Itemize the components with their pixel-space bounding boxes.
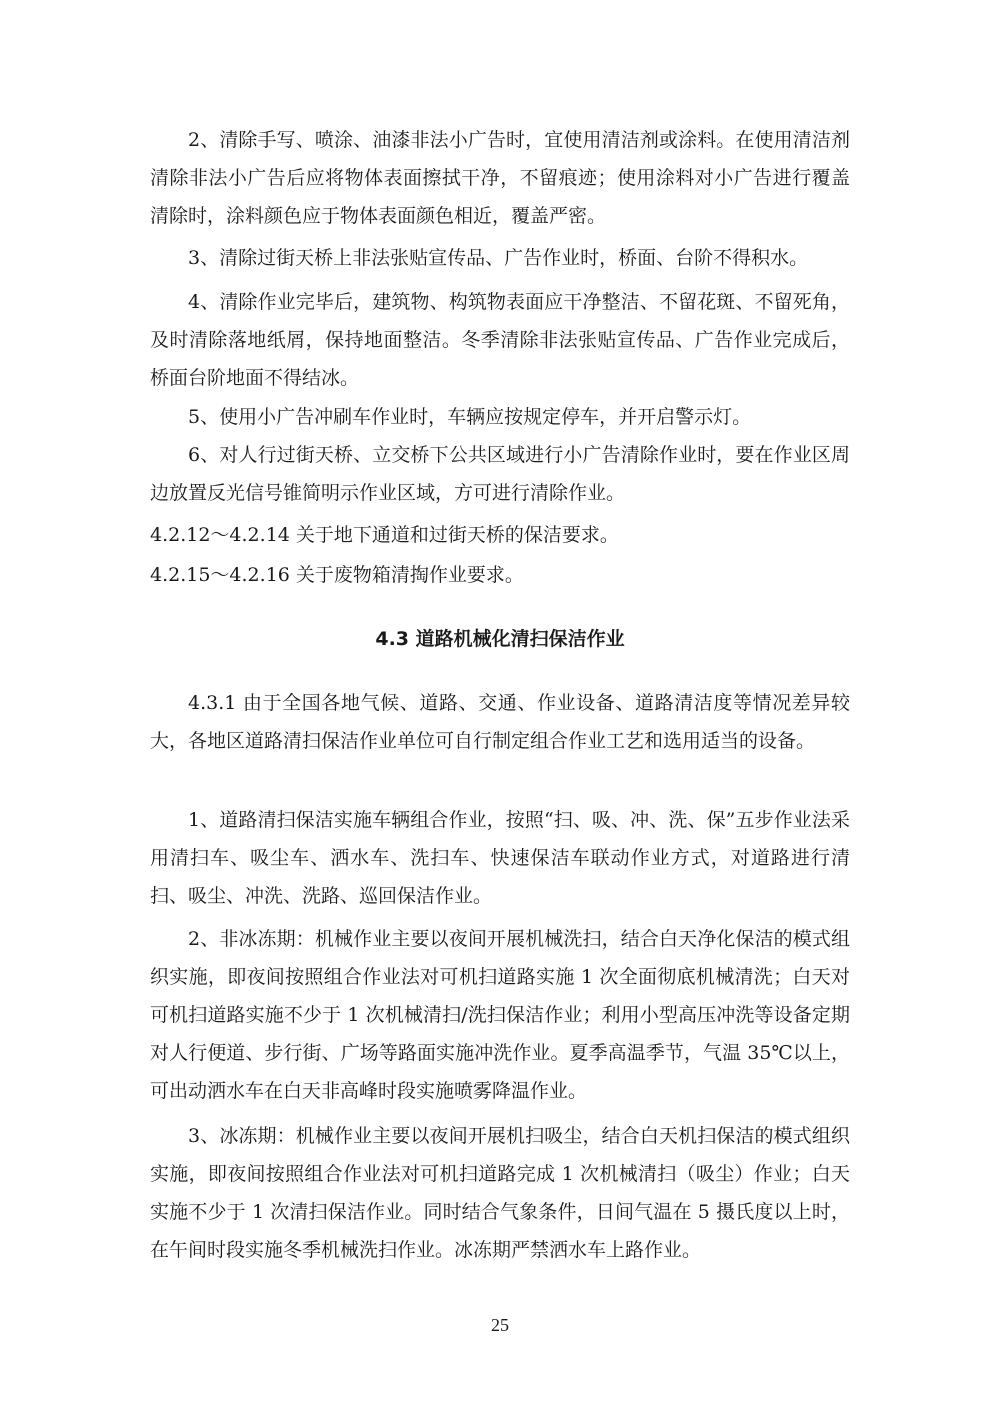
paragraph-item-4: 4、清除作业完毕后，建筑物、构筑物表面应干净整洁、不留花斑、不留死角，及时清除落地纸屑，保持地面整洁。冬季清除非法张贴宣传品、广告作业完成后，桥面台阶地面不得结冰。 (150, 291, 850, 389)
paragraph-item-3: 3、清除过街天桥上非法张贴宣传品、广告作业时，桥面、台阶不得积水。 (188, 247, 809, 269)
paragraph-item-5: 5、使用小广告冲刷车作业时，车辆应按规定停车，并开启警示灯。 (188, 406, 752, 428)
page-number: 25 (491, 1315, 509, 1335)
section-item-2: 2、非冰冻期：机械作业主要以夜间开展机械洗扫，结合白天净化保洁的模式组织实施，即夜间按照组合作业法对可机扫道路实施 1 次全面彻底机械清洗；白天对可机扫道路实施不少于 1 次机械清扫/洗扫保洁作业；利用小型高压冲洗等设备定期对人行便道、步行街、广场等路面实施冲洗作业。夏季高温季节，气温 35℃以上，可出动洒水车在白天非高峰时段实施喷雾降温作业。 (150, 928, 850, 1102)
paragraph-item-6: 6、对人行过街天桥、立交桥下公共区域进行小广告清除作业时，要在作业区周边放置反光信号锥简明示作业区域，方可进行清除作业。 (150, 444, 850, 504)
clause-4-2-15: 4.2.15～4.2.16 关于废物箱清掏作业要求。 (150, 564, 524, 586)
paragraph-item-2: 2、清除手写、喷涂、油漆非法小广告时，宜使用清洁剂或涂料。在使用清洁剂清除非法小广告后应将物体表面擦拭干净，不留痕迹；使用涂料对小广告进行覆盖清除时，涂料颜色应于物体表面颜色相近，覆盖严密。 (150, 129, 850, 227)
clause-4-2-12: 4.2.12～4.2.14 关于地下通道和过街天桥的保洁要求。 (150, 524, 619, 546)
clause-4-3-1: 4.3.1 由于全国各地气候、道路、交通、作业设备、道路清洁度等情况差异较大，各地区道路清扫保洁作业单位可自行制定组合作业工艺和选用适当的设备。 (150, 692, 850, 752)
section-item-3: 3、冰冻期：机械作业主要以夜间开展机扫吸尘，结合白天机扫保洁的模式组织实施，即夜间按照组合作业法对可机扫道路完成 1 次机械清扫（吸尘）作业；白天实施不少于 1 次清扫保洁作业。同时结合气象条件，日间气温在 5 摄氏度以上时，在午间时段实施冬季机械洗扫作业。冰冻期严禁洒水车上路作业。 (150, 1125, 850, 1261)
section-heading: 4.3 道路机械化清扫保洁作业 (375, 628, 625, 650)
section-item-1: 1、道路清扫保洁实施车辆组合作业，按照“扫、吸、冲、洗、保”五步作业法采用清扫车、吸尘车、洒水车、洗扫车、快速保洁车联动作业方式，对道路进行清扫、吸尘、冲洗、洗路、巡回保洁作业。 (150, 809, 850, 907)
